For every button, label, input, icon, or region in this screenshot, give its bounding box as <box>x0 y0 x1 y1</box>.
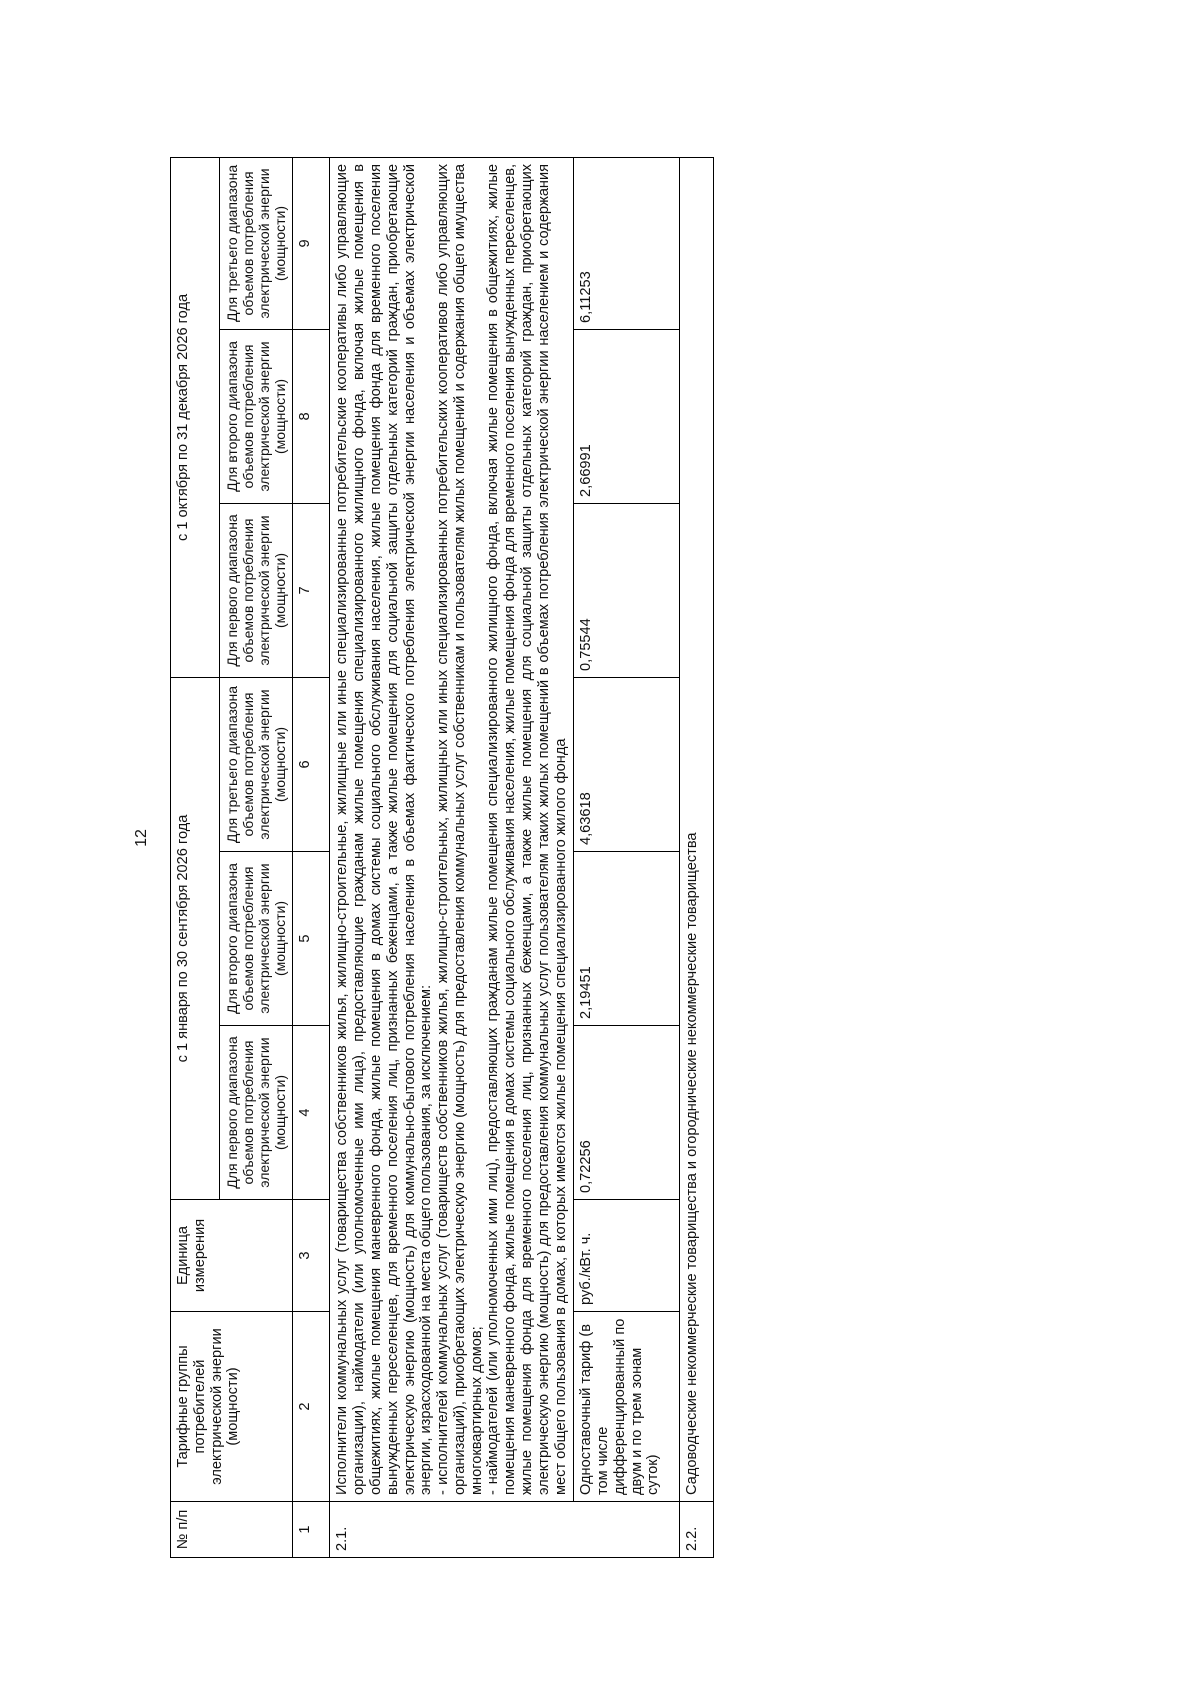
section-2-2-number: 2.2. <box>680 1502 714 1558</box>
header-range-3: Для третьего диапазона объемов потребления электрической энергии (мощности) <box>220 157 293 329</box>
section-2-2-row <box>680 157 714 1557</box>
tariff-value-row <box>574 157 680 1557</box>
column-number: 5 <box>293 852 330 1026</box>
page-number: 12 <box>133 829 150 847</box>
tariff-table <box>170 157 714 1558</box>
column-number: 6 <box>293 677 330 851</box>
header-unit: Единица измерения <box>171 1200 293 1312</box>
tariff-value: 0,72256 <box>574 1026 680 1200</box>
section-2-1-paragraph: - наймодателей (или уполномоченных ими лиц), предоставляющих гражданам жилые помещения специализированного жилищного фонда, включая жилые помещения в общежитиях, жилые помещения маневренного фонда, жилые помещения в домах системы социального обслуживания населения, жилые помещения фонда для временного поселения вынужденных переселенцев, жилые помещения фонда для временного поселения лиц, признанных беженцами, а также жилые помещения для социальной защиты отдельных категорий граждан, приобретающих электрическую энергию (мощность) для предоставления коммунальных услуг пользователям таких жилых помещений в объемах потребления электрической энергии населением и содержания мест общего пользования в домах, в которых имеются жилые помещения специализированного жилого фонда <box>485 163 569 1495</box>
column-number: 7 <box>293 503 330 677</box>
header-period-2: с 1 октября по 31 декабря 2026 года <box>171 157 220 677</box>
column-number: 4 <box>293 1026 330 1200</box>
column-number: 1 <box>293 1502 330 1558</box>
column-number: 2 <box>293 1312 330 1502</box>
rotated-page-content <box>170 158 780 1558</box>
column-number: 8 <box>293 329 330 503</box>
header-range-2: Для второго диапазона объемов потребления электрической энергии (мощности) <box>220 329 293 503</box>
header-range-1: Для первого диапазона объемов потребления электрической энергии (мощности) <box>220 1026 293 1200</box>
tariff-value: 0,75544 <box>574 503 680 677</box>
column-number: 9 <box>293 157 330 329</box>
tariff-value: 6,11253 <box>574 157 680 329</box>
header-groups: Тарифные группы потребителей электрической энергии (мощности) <box>171 1312 293 1502</box>
header-num: № п/п <box>171 1502 293 1558</box>
section-2-2-description: Садоводческие некоммерческие товарищества и огороднические некоммерческие товарищества <box>680 157 714 1501</box>
column-number: 3 <box>293 1200 330 1312</box>
tariff-value: 2,19451 <box>574 852 680 1026</box>
tariff-value: 2,66991 <box>574 329 680 503</box>
header-range-1: Для первого диапазона объемов потребления электрической энергии (мощности) <box>220 503 293 677</box>
section-2-1-number: 2.1. <box>330 1502 680 1558</box>
tariff-unit: руб./кВт. ч. <box>574 1200 680 1312</box>
section-2-1-paragraph: Исполнители коммунальных услуг (товарищества собственников жилья, жилищно-строительные, жилищные или иные специализированные потребительские кооперативы либо управляющие организации), наймодатели (или уполномоченные ими лица), предоставляющие гражданам жилые помещения специализированного жилищного фонда, включая жилые помещения в общежитиях, жилые помещения маневренного фонда, жилые помещения в домах системы социального обслуживания населения, жилые помещения фонда для временного поселения вынужденных переселенцев, для временного поселения лиц, признанных беженцами, а также жилые помещения для социальной защиты отдельных категорий граждан, приобретающие электрическую энергию (мощность) для коммунально-бытового потребления населения в объемах фактического потребления электрической энергии населения и объемах электрической энергии, израсходованной на места общего пользования, за исключением: <box>334 163 435 1495</box>
header-row-periods <box>171 157 220 1557</box>
section-2-1-description <box>330 157 574 1501</box>
section-2-1-paragraph: - исполнителей коммунальных услуг (товариществ собственников жилья, жилищно-строительных, жилищных или иных специализированных потребительских кооперативов либо управляющих организаций), приобретающих электрическую энергию (мощность) для предоставления коммунальных услуг собственникам и пользователям жилых помещений и содержания общего имущества многоквартирных домов; <box>435 163 485 1495</box>
section-2-1-row <box>330 157 574 1557</box>
header-range-3: Для третьего диапазона объемов потребления электрической энергии (мощности) <box>220 677 293 851</box>
header-period-1: с 1 января по 30 сентября 2026 года <box>171 677 220 1199</box>
tariff-value: 4,63618 <box>574 677 680 851</box>
tariff-group-name: Одноставочный тариф (в том числе дифференцированный по двум и по трем зонам суток) <box>574 1312 680 1502</box>
column-number-row <box>293 157 330 1557</box>
header-range-2: Для второго диапазона объемов потребления электрической энергии (мощности) <box>220 852 293 1026</box>
